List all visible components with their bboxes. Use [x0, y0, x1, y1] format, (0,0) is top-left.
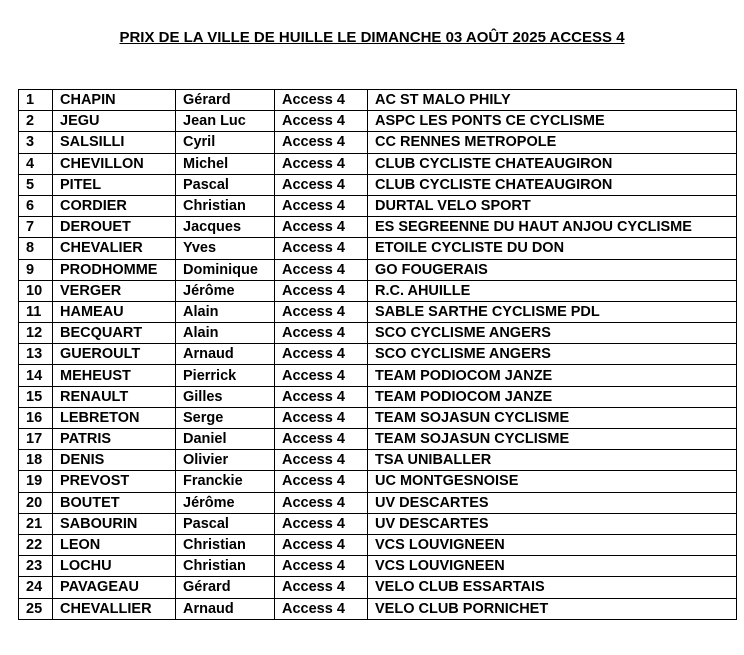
club-cell: UV DESCARTES — [368, 492, 737, 513]
club-cell: VCS LOUVIGNEEN — [368, 534, 737, 555]
page-title — [0, 29, 744, 47]
rank-cell: 11 — [19, 301, 53, 322]
first-name-cell: Pierrick — [176, 365, 275, 386]
category-cell: Access 4 — [275, 174, 368, 195]
category-cell: Access 4 — [275, 407, 368, 428]
first-name-cell: Gilles — [176, 386, 275, 407]
category-cell: Access 4 — [275, 132, 368, 153]
category-cell: Access 4 — [275, 386, 368, 407]
last-name-cell: LOCHU — [53, 556, 176, 577]
results-table — [18, 89, 737, 620]
first-name-cell: Franckie — [176, 471, 275, 492]
rank-cell: 19 — [19, 471, 53, 492]
table-row — [19, 344, 737, 365]
club-cell: UV DESCARTES — [368, 513, 737, 534]
table-row — [19, 471, 737, 492]
rank-cell: 23 — [19, 556, 53, 577]
category-cell: Access 4 — [275, 471, 368, 492]
first-name-cell: Pascal — [176, 174, 275, 195]
category-cell: Access 4 — [275, 598, 368, 619]
rank-cell: 1 — [19, 90, 53, 111]
last-name-cell: PATRIS — [53, 429, 176, 450]
first-name-cell: Gérard — [176, 577, 275, 598]
category-cell: Access 4 — [275, 513, 368, 534]
rank-cell: 5 — [19, 174, 53, 195]
rank-cell: 7 — [19, 217, 53, 238]
table-row — [19, 280, 737, 301]
club-cell: SCO CYCLISME ANGERS — [368, 323, 737, 344]
first-name-cell: Cyril — [176, 132, 275, 153]
last-name-cell: CHEVILLON — [53, 153, 176, 174]
last-name-cell: PAVAGEAU — [53, 577, 176, 598]
club-cell: AC ST MALO PHILY — [368, 90, 737, 111]
table-row — [19, 429, 737, 450]
first-name-cell: Christian — [176, 534, 275, 555]
first-name-cell: Pascal — [176, 513, 275, 534]
last-name-cell: MEHEUST — [53, 365, 176, 386]
rank-cell: 13 — [19, 344, 53, 365]
category-cell: Access 4 — [275, 534, 368, 555]
category-cell: Access 4 — [275, 429, 368, 450]
table-row — [19, 450, 737, 471]
last-name-cell: CHEVALIER — [53, 238, 176, 259]
last-name-cell: JEGU — [53, 111, 176, 132]
first-name-cell: Christian — [176, 195, 275, 216]
category-cell: Access 4 — [275, 111, 368, 132]
last-name-cell: DEROUET — [53, 217, 176, 238]
first-name-cell: Arnaud — [176, 598, 275, 619]
table-row — [19, 556, 737, 577]
table-row — [19, 195, 737, 216]
category-cell: Access 4 — [275, 90, 368, 111]
rank-cell: 21 — [19, 513, 53, 534]
category-cell: Access 4 — [275, 344, 368, 365]
last-name-cell: VERGER — [53, 280, 176, 301]
category-cell: Access 4 — [275, 556, 368, 577]
last-name-cell: CHAPIN — [53, 90, 176, 111]
first-name-cell: Jacques — [176, 217, 275, 238]
page-title-text: PRIX DE LA VILLE DE HUILLE LE DIMANCHE 03 AOÛT 2025 ACCESS 4 — [119, 29, 625, 46]
last-name-cell: PRODHOMME — [53, 259, 176, 280]
club-cell: CC RENNES METROPOLE — [368, 132, 737, 153]
table-row — [19, 598, 737, 619]
club-cell: CLUB CYCLISTE CHATEAUGIRON — [368, 153, 737, 174]
last-name-cell: SALSILLI — [53, 132, 176, 153]
first-name-cell: Jérôme — [176, 492, 275, 513]
first-name-cell: Serge — [176, 407, 275, 428]
rank-cell: 9 — [19, 259, 53, 280]
club-cell: DURTAL VELO SPORT — [368, 195, 737, 216]
rank-cell: 24 — [19, 577, 53, 598]
category-cell: Access 4 — [275, 577, 368, 598]
table-row — [19, 238, 737, 259]
table-row — [19, 132, 737, 153]
last-name-cell: RENAULT — [53, 386, 176, 407]
category-cell: Access 4 — [275, 195, 368, 216]
last-name-cell: BOUTET — [53, 492, 176, 513]
category-cell: Access 4 — [275, 365, 368, 386]
club-cell: SCO CYCLISME ANGERS — [368, 344, 737, 365]
rank-cell: 10 — [19, 280, 53, 301]
results-table-body — [19, 90, 737, 620]
rank-cell: 16 — [19, 407, 53, 428]
club-cell: TEAM SOJASUN CYCLISME — [368, 407, 737, 428]
club-cell: SABLE SARTHE CYCLISME PDL — [368, 301, 737, 322]
table-row — [19, 407, 737, 428]
last-name-cell: CHEVALLIER — [53, 598, 176, 619]
rank-cell: 18 — [19, 450, 53, 471]
last-name-cell: CORDIER — [53, 195, 176, 216]
category-cell: Access 4 — [275, 301, 368, 322]
last-name-cell: DENIS — [53, 450, 176, 471]
rank-cell: 15 — [19, 386, 53, 407]
table-row — [19, 153, 737, 174]
first-name-cell: Gérard — [176, 90, 275, 111]
table-row — [19, 259, 737, 280]
table-row — [19, 365, 737, 386]
club-cell: TEAM PODIOCOM JANZE — [368, 365, 737, 386]
category-cell: Access 4 — [275, 450, 368, 471]
first-name-cell: Daniel — [176, 429, 275, 450]
last-name-cell: PREVOST — [53, 471, 176, 492]
table-row — [19, 90, 737, 111]
rank-cell: 25 — [19, 598, 53, 619]
rank-cell: 12 — [19, 323, 53, 344]
table-row — [19, 492, 737, 513]
club-cell: ES SEGREENNE DU HAUT ANJOU CYCLISME — [368, 217, 737, 238]
first-name-cell: Michel — [176, 153, 275, 174]
category-cell: Access 4 — [275, 280, 368, 301]
category-cell: Access 4 — [275, 217, 368, 238]
club-cell: TEAM SOJASUN CYCLISME — [368, 429, 737, 450]
rank-cell: 2 — [19, 111, 53, 132]
first-name-cell: Christian — [176, 556, 275, 577]
rank-cell: 4 — [19, 153, 53, 174]
table-row — [19, 217, 737, 238]
rank-cell: 8 — [19, 238, 53, 259]
club-cell: TEAM PODIOCOM JANZE — [368, 386, 737, 407]
rank-cell: 14 — [19, 365, 53, 386]
club-cell: UC MONTGESNOISE — [368, 471, 737, 492]
first-name-cell: Alain — [176, 323, 275, 344]
table-row — [19, 386, 737, 407]
table-row — [19, 513, 737, 534]
last-name-cell: BECQUART — [53, 323, 176, 344]
club-cell: GO FOUGERAIS — [368, 259, 737, 280]
rank-cell: 6 — [19, 195, 53, 216]
first-name-cell: Yves — [176, 238, 275, 259]
category-cell: Access 4 — [275, 323, 368, 344]
first-name-cell: Jean Luc — [176, 111, 275, 132]
table-row — [19, 174, 737, 195]
last-name-cell: GUEROULT — [53, 344, 176, 365]
category-cell: Access 4 — [275, 153, 368, 174]
club-cell: VELO CLUB ESSARTAIS — [368, 577, 737, 598]
rank-cell: 22 — [19, 534, 53, 555]
club-cell: ETOILE CYCLISTE DU DON — [368, 238, 737, 259]
first-name-cell: Alain — [176, 301, 275, 322]
club-cell: CLUB CYCLISTE CHATEAUGIRON — [368, 174, 737, 195]
table-row — [19, 577, 737, 598]
club-cell: R.C. AHUILLE — [368, 280, 737, 301]
club-cell: TSA UNIBALLER — [368, 450, 737, 471]
last-name-cell: PITEL — [53, 174, 176, 195]
rank-cell: 3 — [19, 132, 53, 153]
rank-cell: 20 — [19, 492, 53, 513]
first-name-cell: Arnaud — [176, 344, 275, 365]
club-cell: VELO CLUB PORNICHET — [368, 598, 737, 619]
category-cell: Access 4 — [275, 492, 368, 513]
table-row — [19, 323, 737, 344]
table-row — [19, 301, 737, 322]
club-cell: VCS LOUVIGNEEN — [368, 556, 737, 577]
last-name-cell: LEON — [53, 534, 176, 555]
last-name-cell: HAMEAU — [53, 301, 176, 322]
category-cell: Access 4 — [275, 259, 368, 280]
rank-cell: 17 — [19, 429, 53, 450]
first-name-cell: Dominique — [176, 259, 275, 280]
first-name-cell: Jérôme — [176, 280, 275, 301]
last-name-cell: LEBRETON — [53, 407, 176, 428]
last-name-cell: SABOURIN — [53, 513, 176, 534]
table-row — [19, 534, 737, 555]
table-row — [19, 111, 737, 132]
first-name-cell: Olivier — [176, 450, 275, 471]
category-cell: Access 4 — [275, 238, 368, 259]
club-cell: ASPC LES PONTS CE CYCLISME — [368, 111, 737, 132]
